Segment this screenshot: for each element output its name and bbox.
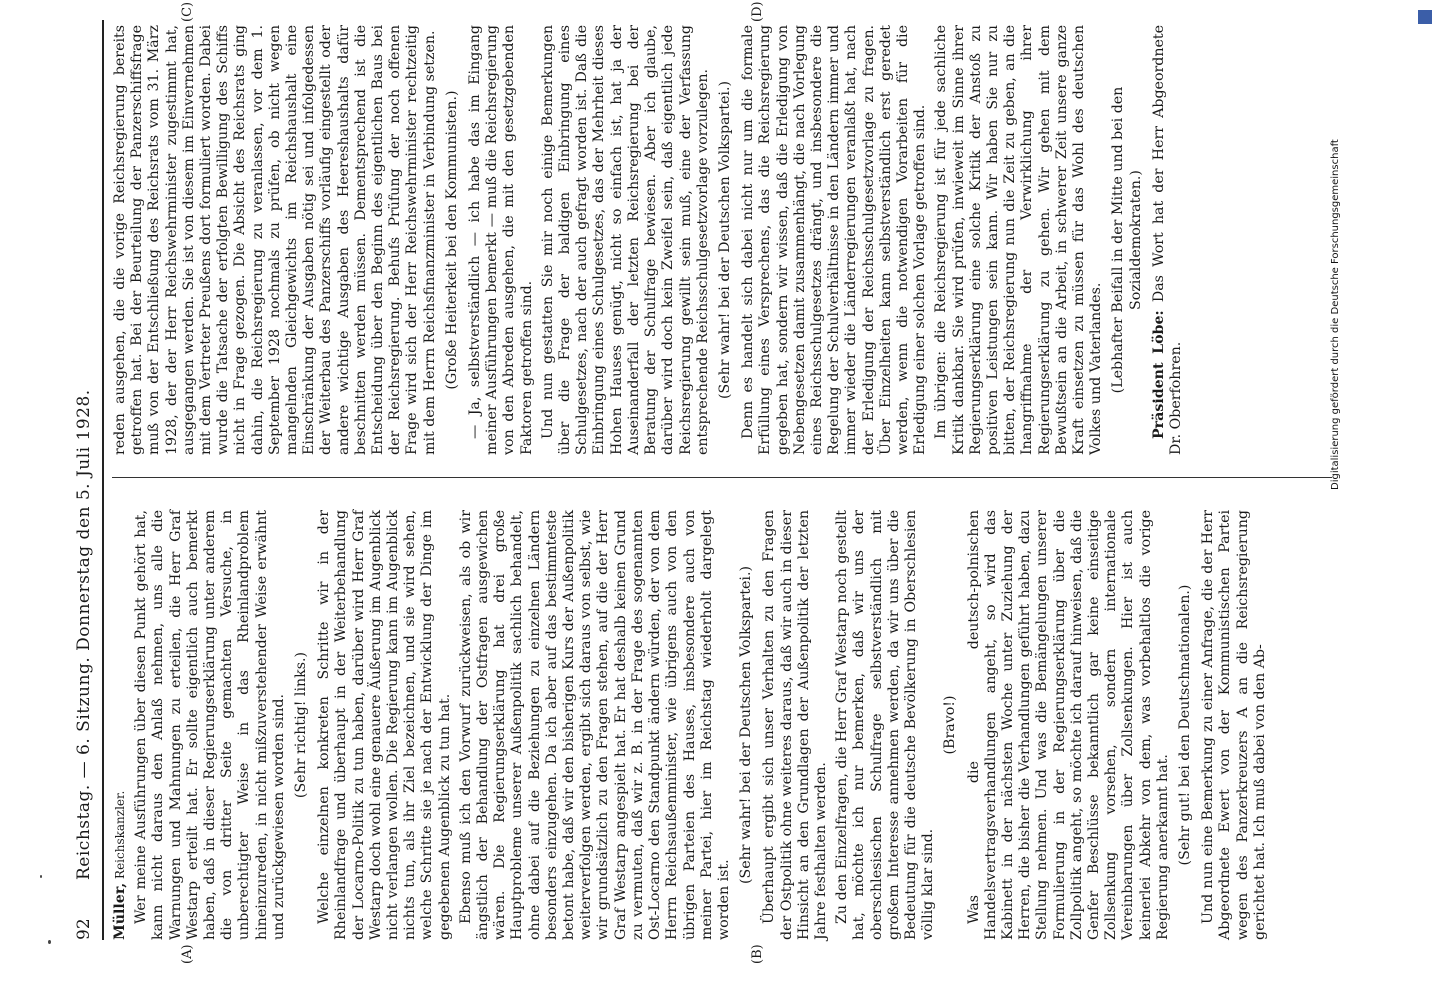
- body-paragraph: Wer meine Ausführungen über diesen Punkt gehört hat, kann nicht daraus den Anlaß nehmen, uns alle die Warnungen und Mahnungen zu erteilen, die Herr Graf Westarp erteilt hat. Er sollte eigentlich auch bemerkt haben, daß in dieser Regierungserklärung unter anderem die von dritter Seite gemachten Versuche, in unberechtigter Weise in das Rheinlandproblem hineinzureden, in nicht mißzuverstehender Weise erwähnt und zurückgewiesen worden sind.: [133, 510, 287, 940]
- speaker-paragraph: [1151, 25, 1185, 455]
- left-column: [112, 510, 1342, 940]
- body-paragraph: Ebenso muß ich den Vorwurf zurückweisen, als ob wir ängstlich der Behandlung der Ostfragen ausgewichen wären. Die Regierungserklärung hat drei große Hauptprobleme unserer Außenpolitik sachlich behandelt, ohne dabei auf die Beziehungen zu einzelnen Ländern besonders einzugehen. Da ich aber auf das bestimmteste betont habe, daß wir den bisherigen Kurs der Außenpolitik weiterverfolgen werden, ergibt sich daraus von selbst, wie wir grundsätzlich zu den Fragen stehen, auf die der Herr Graf Westarp angespielt hat. Er hat deshalb keinen Grund zu vermuten, daß wir z. B. in der Frage des sogenannten Ost-Locarno den Standpunkt ändern würden, der von dem Herrn Reichsaußenminister, wie übrigens auch von den übrigen Parteien des Hauses, insbesondere auch von meiner Partei, hier im Reichstag wiederholt dargelegt worden ist.: [457, 510, 732, 940]
- dfg-logo: [1418, 10, 1432, 24]
- right-column: [112, 25, 1342, 455]
- scan-speck: [48, 940, 51, 944]
- body-paragraph: Und nun eine Bemerkung zu einer Anfrage, die der Herr Abgeordnete Ewert von der Kommunistischen Partei wegen des Panzerkreuzers A an die Reichsregierung gerichtet hat. Ich muß dabei von den Ab-: [1200, 510, 1268, 940]
- header-rule: [102, 20, 104, 940]
- margin-mark-b: (B): [750, 944, 765, 964]
- body-paragraph: Im übrigen: die Reichsregierung ist für jede sachliche Kritik dankbar. Sie wird prüfen, inwieweit im Sinne ihrer Regierungserklärung eine solche Kritik der Anstoß zu positiven Leistungen sein kann. Wir haben Sie nur zu bitten, der Reichsregierung nun die Zeit zu geben, an die Inangriffnahme der Verwirklichung ihrer Regierungserklärung zu gehen. Wir gehen mit dem Bewußtsein an die Arbeit, in schwerer Zeit unsere ganze Kraft einsetzen zu müssen für das Wohl des deutschen Volkes und Vaterlandes.: [933, 25, 1105, 455]
- body-paragraph: Und nun gestatten Sie mir noch einige Bemerkungen über die Frage der baldigen Einbringung eines Schulgesetzes, nach der auch gefragt worden ist. Daß die Einbringung eines Schulgesetzes, das der Mehrheit dieses Hohen Hauses genügt, nicht so einfach ist, hat ja der Auseinanderfall der letzten Reichsregierung bei der Beratung der Schulfrage bewiesen. Aber ich glaube, darüber wird doch kein Zweifel sein, daß eigentlich jede Reichsregierung gewillt sein muß, eine der Verfassung entsprechende Reichsschulgesetzvorlage vorzulegen.: [539, 25, 711, 455]
- scan-speck: [40, 875, 42, 878]
- interjection-remark: (Lebhafter Beifall in der Mitte und bei den Sozialdemokraten.): [1110, 86, 1144, 394]
- interjection-remark: (Sehr wahr! bei der Deutschen Volkspartei.): [716, 80, 733, 400]
- interjection-remark: (Große Heiterkeit bei den Kommunisten.): [443, 90, 460, 390]
- page-number: 92: [74, 918, 94, 940]
- margin-mark-a: (A): [180, 944, 195, 964]
- body-paragraph: Denn es handelt sich dabei nicht nur um die formale Erfüllung eines Versprechens, das die Reichsregierung gegeben hat, sondern wir wissen, daß die Erledigung von Nebengesetzen damit zusammenhängt, die nach Vorlegung eines Reichsschulgesetzes drängt, und insbesondere die Regelung der Schulverhältnisse in den Ländern immer und immer wieder die Länderregierungen veranlaßt hat, nach der Erledigung der Reichsschulgesetzvorlage zu fragen. Über Einzelheiten kann selbstverständlich erst geredet werden, wenn die notwendigen Vorarbeiten für die Erledigung einer solchen Vorlage getroffen sind.: [740, 25, 929, 455]
- body-paragraph: Was die deutsch-polnischen Handelsvertragsverhandlungen angeht, so wird das Kabinett in der nächsten Woche unter Zuziehung der Herren, die bisher die Verhandlungen geführt haben, dazu Stellung nehmen. Und was die Bemängelungen unserer Formulierung in der Regierungserklärung über die Zollpolitik angeht, so möchte ich darauf hinweisen, daß die Genfer Beschlüsse bekanntlich gar keine einseitige Zollsenkung vorsehen, sondern internationale Vereinbarungen über Zollsenkungen. Hier ist auch keinerlei Abkehr von dem, was vorbehaltlos die vorige Regierung anerkannt hat.: [965, 510, 1171, 940]
- interjection-remark: (Sehr wahr! bei der Deutschen Volkspartei.): [738, 565, 755, 885]
- column-divider: [112, 477, 1332, 478]
- interjection-remark: (Sehr richtig! links.): [293, 651, 310, 799]
- speaker-role: Reichskanzler.: [113, 790, 127, 883]
- speaker-text: Das Wort hat der Herr Abgeordnete Dr. Oberfohren.: [1150, 25, 1184, 455]
- speaker-paragraph: [112, 510, 129, 940]
- digitization-note: Digitalisierung gefördert durch die Deutsche Forschungsgemeinschaft: [1330, 139, 1341, 490]
- interjection-remark: (Bravo!): [942, 695, 959, 755]
- body-paragraph: Zu den Einzelfragen, die Herr Graf Westarp noch gestellt hat, möchte ich nur bemerken, daß wir uns der oberschlesischen Schulfrage selbstverständlich mit großem Interesse annehmen werden, da wir uns über die Bedeutung für die deutsche Bevölkerung in Oberschlesien völlig klar sind.: [834, 510, 937, 940]
- interjection-remark: (Sehr gut! bei den Deutschnationalen.): [1176, 584, 1193, 866]
- margin-mark-c: (C): [180, 1, 195, 22]
- page-title: Reichstag. — 6. Sitzung. Donnerstag den 5. Juli 1928.: [74, 389, 94, 880]
- body-paragraph: reden ausgehen, die die vorige Reichsregierung bereits getroffen hat. Bei der Beurteilung der Panzerschiffsfrage muß von der Entschließung des Reichsrats vom 31. März 1928, der der Herr Reichswehrminister zugestimmt hat, ausgegangen werden. Sie ist von diesem im Einvernehmen mit dem Vertreter Preußens dort formuliert worden. Dabei wurde die Tatsache der erfolgten Bewilligung des Schiffs nicht in Frage gezogen. Die Absicht des Reichsrats ging dahin, die Reichsregierung zu veranlassen, vor dem 1. September 1928 nochmals zu prüfen, ob nicht wegen mangelnden Gleichgewichts im Reichshaushalt eine Einschränkung der Ausgaben nötig sei und infolgedessen der Weiterbau des Panzerschiffs vorläufig eingestellt oder andere wichtige Ausgaben des Heereshaushalts dafür beschnitten werden müssen. Dementsprechend ist die Entscheidung über den Beginn des eigentlichen Baus bei der Reichsregierung. Behufs Prüfung der noch offenen Frage wird sich der Herr Reichswehrminister rechtzeitig mit dem Herrn Reichsfinanzminister in Verbindung setzen.: [112, 25, 438, 455]
- page-header: [70, 20, 100, 940]
- body-paragraph: Welche einzelnen konkreten Schritte wir in der Rheinlandfrage und überhaupt in der Weiterbehandlung der Locarno-Politik zu tun haben, darüber wird Herr Graf Westarp doch wohl eine genauere Äußerung im Augenblick nicht verlangen wollen. Die Regierung kann im Augenblick nichts tun, als ihr Ziel bezeichnen, und sie wird sehen, welche Schritte sie je nach der Entwicklung der Dinge im gegebenen Augenblick zu tun hat.: [316, 510, 453, 940]
- margin-mark-d: (D): [750, 1, 765, 22]
- body-paragraph: — Ja, selbstverständlich — ich habe das im Eingang meiner Ausführungen bemerkt — muß die Reichsregierung von den Abreden ausgehen, die mit den gesetzgebenden Faktoren getroffen sind.: [467, 25, 535, 455]
- speaker-name: Präsident Löbe:: [1150, 310, 1167, 439]
- rotated-document-page: [60, 0, 1360, 964]
- body-paragraph: Überhaupt ergibt sich unser Verhalten zu den Fragen der Ostpolitik ohne weiteres daraus, daß wir auch in dieser Hinsicht an den Grundlagen der Außenpolitik der letzten Jahre festhalten werden.: [761, 510, 829, 940]
- speaker-name: Müller,: [112, 882, 128, 940]
